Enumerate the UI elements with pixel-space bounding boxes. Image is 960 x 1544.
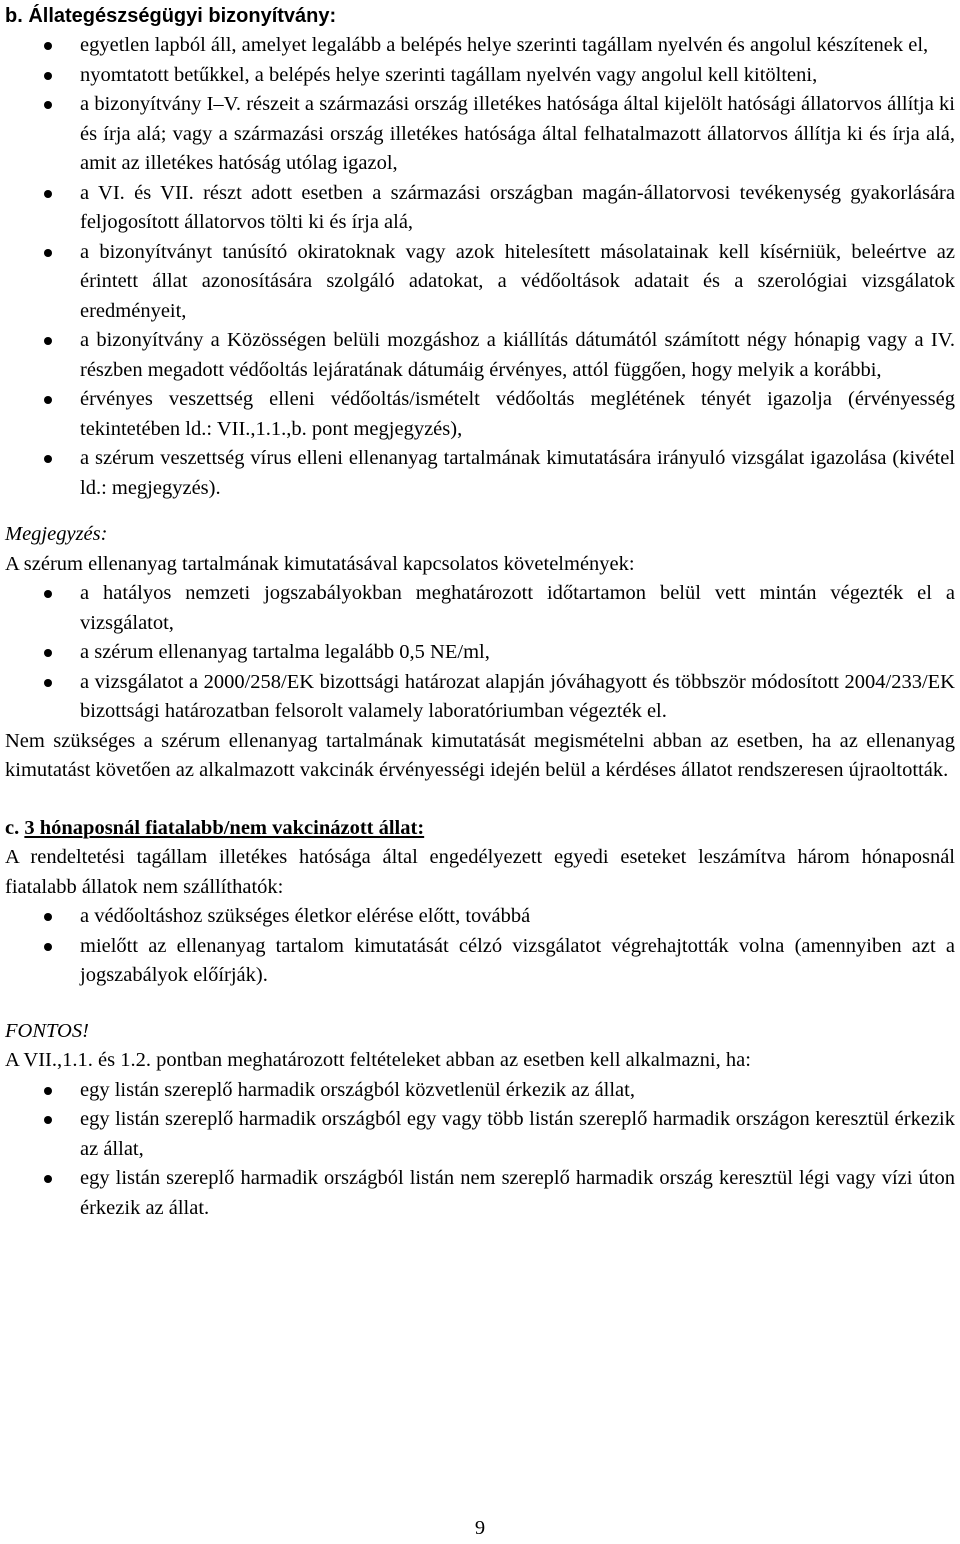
list-item: a VI. és VII. részt adott esetben a származási országban magán-állatorvosi tevékenység gyakorlására feljogosított állatorvos tölti ki és írja alá,: [5, 179, 955, 238]
section-b-list: [5, 31, 955, 503]
list-item: a bizonyítvány I–V. részeit a származási ország illetékes hatósága által kijelölt hatósági állatorvos állítja ki és írja alá; vagy a származási ország illetékes hatósága által felhatalmazott állatorvos állítja ki és írja alá, amit az illetékes hatóság utólag igazol,: [5, 90, 955, 179]
list-item: nyomtatott betűkkel, a belépés helye szerinti tagállam nyelvén vagy angolul kell kitölteni,: [5, 61, 955, 91]
important-intro: A VII.,1.1. és 1.2. pontban meghatározott feltételeket abban az esetben kell alkalmazni, ha:: [5, 1049, 751, 1071]
note-list: [5, 579, 955, 727]
document-page: [5, 2, 955, 1223]
section-b-heading: b. Állategészségügyi bizonyítvány:: [5, 5, 337, 27]
note-closing: Nem szükséges a szérum ellenanyag tartalmának kimutatását megismételni abban az esetben, ha az ellenanyag kimutatást követően az alkalmazott vakcinák érvényességi idején belül a kérdéses állatot rendszeresen újraoltották.: [5, 729, 955, 781]
list-item: a szérum ellenanyag tartalma legalább 0,5 NE/ml,: [5, 638, 955, 668]
spacer: [5, 503, 955, 520]
note-label: Megjegyzés:: [5, 523, 108, 545]
spacer: [5, 786, 955, 814]
list-item: egy listán szereplő harmadik országból közvetlenül érkezik az állat,: [5, 1076, 955, 1106]
list-item: a bizonyítványt tanúsító okiratoknak vagy azok hitelesített másolatainak kell kísérniük, beleértve az érintett állat azonosítására szolgáló adatokat, a védőoltások adatait és a szerológiai vizsgálatok eredményeit,: [5, 238, 955, 327]
section-c-list: [5, 902, 955, 991]
list-item: a védőoltáshoz szükséges életkor elérése előtt, továbbá: [5, 902, 955, 932]
list-item: érvényes veszettség elleni védőoltás/ismételt védőoltás meglétének tényét igazolja (érvényesség tekintetében ld.: VII.,1.1.,b. pont megjegyzés),: [5, 385, 955, 444]
list-item: egy listán szereplő harmadik országból listán nem szereplő harmadik ország keresztül légi vagy vízi úton érkezik az állat.: [5, 1164, 955, 1223]
list-item: a szérum veszettség vírus elleni ellenanyag tartalmának kimutatására irányuló vizsgálat igazolása (kivétel ld.: megjegyzés).: [5, 444, 955, 503]
spacer: [5, 991, 955, 1017]
section-c-heading: [5, 814, 955, 844]
section-c-intro: A rendeltetési tagállam illetékes hatósága által engedélyezett egyedi eseteket leszámítva három hónaposnál fiatalabb állatok nem szállíthatók:: [5, 846, 955, 898]
list-item: a vizsgálatot a 2000/258/EK bizottsági határozat alapján jóváhagyott és többször módosított 2004/233/EK bizottsági határozatban felsorolt valamely laboratóriumban végezték el.: [5, 668, 955, 727]
section-c-title: 3 hónaposnál fiatalabb/nem vakcinázott állat:: [24, 816, 425, 839]
page-number: 9: [474, 1517, 486, 1539]
list-item: a hatályos nemzeti jogszabályokban meghatározott időtartamon belül vett mintán végezték el a vizsgálatot,: [5, 579, 955, 638]
list-item: mielőtt az ellenanyag tartalom kimutatását célzó vizsgálatot végrehajtották volna (amennyiben azt a jogszabályok előírják).: [5, 932, 955, 991]
important-list: [5, 1076, 955, 1224]
section-c-prefix: c.: [5, 816, 25, 839]
list-item: a bizonyítvány a Közösségen belüli mozgáshoz a kiállítás dátumától számított négy hónapig vagy a IV. részben megadott védőoltás lejáratának dátumáig érvényes, attól függően, hogy melyik a korábbi,: [5, 326, 955, 385]
list-item: egyetlen lapból áll, amelyet legalább a belépés helye szerinti tagállam nyelvén és angolul készítenek el,: [5, 31, 955, 61]
note-intro: A szérum ellenanyag tartalmának kimutatásával kapcsolatos követelmények:: [5, 552, 635, 575]
list-item: egy listán szereplő harmadik országból egy vagy több listán szereplő harmadik országon keresztül érkezik az állat,: [5, 1105, 955, 1164]
important-label: FONTOS!: [5, 1019, 89, 1042]
